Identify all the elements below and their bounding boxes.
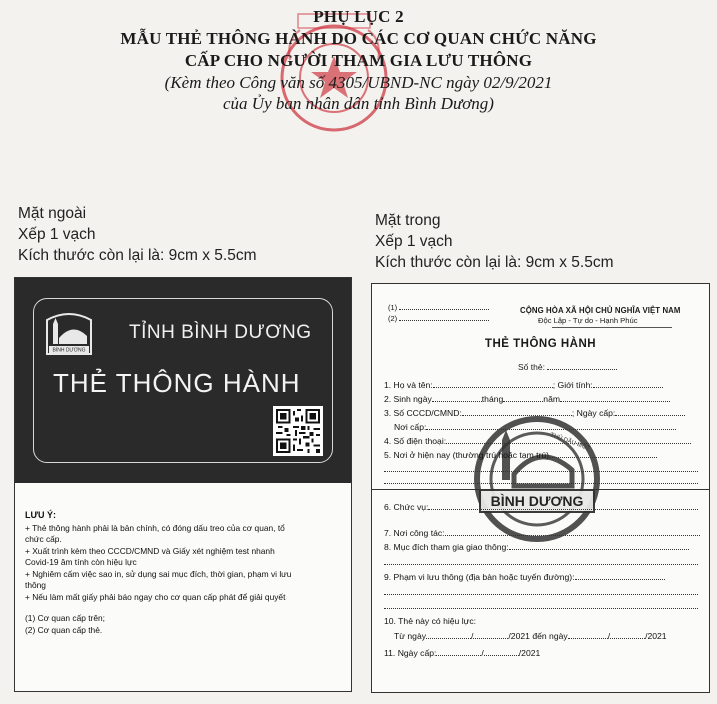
ref-upper-agency: (1) bbox=[388, 302, 489, 312]
field-position: 6. Chức vụ: bbox=[384, 502, 698, 512]
inner-fold-label: Xếp 1 vạch bbox=[375, 233, 453, 250]
appendix-title: PHỤ LỤC 2 bbox=[313, 7, 404, 26]
logo-caption: BÌNH DƯƠNG bbox=[52, 347, 86, 354]
outer-card bbox=[14, 277, 352, 692]
reference-line1: (Kèm theo Công văn số 4305/UBND-NC ngày 02/9/2021 bbox=[164, 73, 553, 92]
field-travel-scope: 9. Phạm vi lưu thông (địa bàn hoặc tuyến đường): bbox=[384, 572, 665, 582]
field-phone: 4. Số điện thoại: bbox=[384, 436, 691, 446]
field-purpose: 8. Mục đích tham gia giao thông: bbox=[384, 542, 689, 552]
field-issue-date: 11. Ngày cấp: / /2021 bbox=[384, 648, 541, 658]
field-id-number: 3. Số CCCD/CMND: ; Ngày cấp: bbox=[384, 408, 685, 418]
field-workplace: 7. Nơi công tác: bbox=[384, 528, 700, 538]
stamp-caption: BÌNH DƯƠNG bbox=[490, 493, 584, 509]
field-residence: 5. Nơi ở hiện nay (thường trú hoặc tạm trú) bbox=[384, 450, 657, 460]
note-line: + Nếu làm mất giấy phải báo ngay cho cơ quan cấp phát để giải quyết bbox=[25, 591, 286, 602]
notes-section bbox=[25, 510, 345, 636]
outer-card-dark-panel bbox=[15, 278, 351, 483]
document-header bbox=[0, 6, 717, 114]
field-validity: 10. Thẻ này có hiệu lực: bbox=[384, 616, 477, 626]
agency-upper-note: (1) Cơ quan cấp trên; bbox=[25, 613, 105, 623]
card-fold-line bbox=[372, 489, 709, 490]
binh-duong-logo-icon bbox=[43, 308, 95, 360]
inner-card bbox=[371, 283, 710, 693]
note-line: Covid-19 âm tính còn hiệu lực bbox=[25, 557, 137, 567]
note-line: chức cấp. bbox=[25, 534, 62, 544]
note-line: + Thẻ thông hành phải là bản chính, có đóng dấu treo của cơ quan, tổ bbox=[25, 522, 285, 533]
field-id-place: Nơi cấp: bbox=[394, 422, 676, 432]
field-validity-range: Từ ngày / /2021 đến ngày / /2021 bbox=[394, 631, 667, 641]
card-number-field: Số thẻ: bbox=[518, 362, 617, 372]
outer-side-label: Mặt ngoài bbox=[18, 205, 87, 222]
note-line: + Xuất trình kèm theo CCCD/CMND và Giấy xét nghiệm test nhanh bbox=[25, 545, 275, 556]
reference-line2: của Ủy ban nhân dân tỉnh Bình Dương) bbox=[223, 94, 494, 113]
note-line: thông bbox=[25, 580, 46, 590]
card-title: THẺ THÔNG HÀNH bbox=[53, 368, 301, 398]
ref-issuing-agency: (2) bbox=[388, 313, 489, 323]
national-motto: Độc Lập - Tự do - Hạnh Phúc bbox=[538, 316, 638, 325]
note-line: + Nghiêm cấm việc sao in, sử dụng sai mục đích, thời gian, phạm vi lưu bbox=[25, 568, 292, 579]
outer-size-label: Kích thước còn lại là: 9cm x 5.5cm bbox=[18, 247, 257, 264]
outer-fold-label: Xếp 1 vạch bbox=[18, 226, 96, 243]
inner-size-label: Kích thước còn lại là: 9cm x 5.5cm bbox=[375, 254, 614, 271]
field-full-name: 1. Họ và tên: ; Giới tính: bbox=[384, 380, 663, 390]
inner-side-label: Mặt trong bbox=[375, 212, 441, 229]
form-title-line1: MẪU THẺ THÔNG HÀNH DO CÁC CƠ QUAN CHỨC NĂNG bbox=[120, 29, 597, 48]
binh-duong-stamp-image bbox=[472, 414, 602, 544]
province-name: TỈNH BÌNH DƯƠNG bbox=[129, 322, 312, 343]
agency-issuer-note: (2) Cơ quan cấp thẻ. bbox=[25, 624, 103, 635]
inner-card-title: THẺ THÔNG HÀNH bbox=[484, 338, 597, 350]
notes-title: LƯU Ý: bbox=[25, 510, 56, 520]
qr-code-icon bbox=[273, 406, 323, 456]
field-birth-date: 2. Sinh ngày tháng năm bbox=[384, 394, 670, 404]
republic-heading: CỘNG HÒA XÃ HỘI CHỦ NGHĨA VIỆT NAM bbox=[520, 306, 681, 315]
stamp-ring-text: THỦ DẦU MỘT bbox=[549, 432, 591, 453]
form-title-line2: CẤP CHO NGƯỜI THAM GIA LƯU THÔNG bbox=[184, 51, 533, 70]
